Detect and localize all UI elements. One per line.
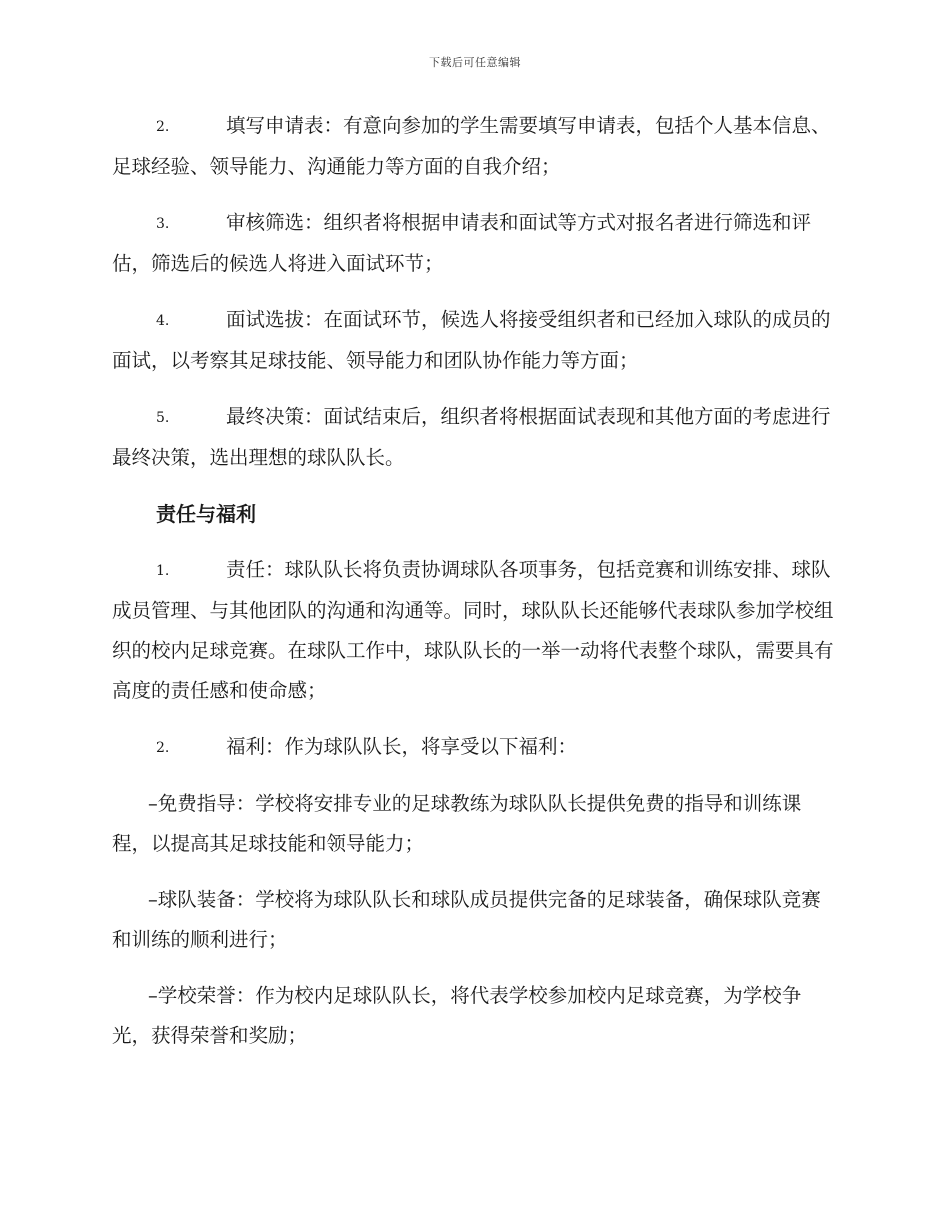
- step-number: 4.: [156, 313, 170, 329]
- benefit-item: –学校荣誉：作为校内足球队队长，将代表学校参加校内足球竞赛，为学校争光，获得荣誉和奖励；: [112, 984, 802, 1047]
- step-item: [112, 203, 836, 284]
- step-text: 审核筛选：组织者将根据申请表和面试等方式对报名者进行筛选和评估，筛选后的候选人将进入面试环节；: [112, 211, 812, 275]
- duty-item: [112, 727, 836, 768]
- step-number: 5.: [156, 410, 170, 426]
- section-heading: 责任与福利: [156, 502, 256, 526]
- duty-item: [112, 550, 836, 711]
- step-text: 填写申请表：有意向参加的学生需要填写申请表，包括个人基本信息、足球经验、领导能力、沟通能力等方面的自我介绍；: [112, 114, 831, 178]
- step-text: 最终决策：面试结束后，组织者将根据面试表现和其他方面的考虑进行最终决策，选出理想的球队队长。: [112, 405, 831, 469]
- benefit-item: –免费指导：学校将安排专业的足球教练为球队队长提供免费的指导和训练课程，以提高其足球技能和领导能力；: [112, 792, 802, 855]
- duty-number: 2.: [156, 740, 170, 756]
- duty-number: 1.: [156, 563, 170, 579]
- duty-text: 责任：球队队长将负责协调球队各项事务，包括竞赛和训练安排、球队成员管理、与其他团队的沟通和沟通等。同时，球队队长还能够代表球队参加学校组织的校内足球竞赛。在球队工作中，球队队长的一举一动将代表整个球队，需要具有高度的责任感和使命感；: [112, 558, 834, 702]
- step-item: [112, 397, 836, 478]
- step-text: 面试选拔：在面试环节，候选人将接受组织者和已经加入球队的成员的面试，以考察其足球技能、领导能力和团队协作能力等方面；: [112, 308, 831, 372]
- duty-text: 福利：作为球队队长，将享受以下福利：: [226, 735, 578, 758]
- step-number: 2.: [156, 119, 170, 135]
- step-number: 3.: [156, 216, 170, 232]
- step-item: [112, 106, 836, 187]
- step-item: [112, 300, 836, 381]
- document-body: [112, 106, 836, 1072]
- benefit-item: –球队装备：学校将为球队队长和球队成员提供完备的足球装备，确保球队竞赛和训练的顺利进行；: [112, 888, 821, 951]
- header-note: 下载后可任意编辑: [429, 56, 521, 69]
